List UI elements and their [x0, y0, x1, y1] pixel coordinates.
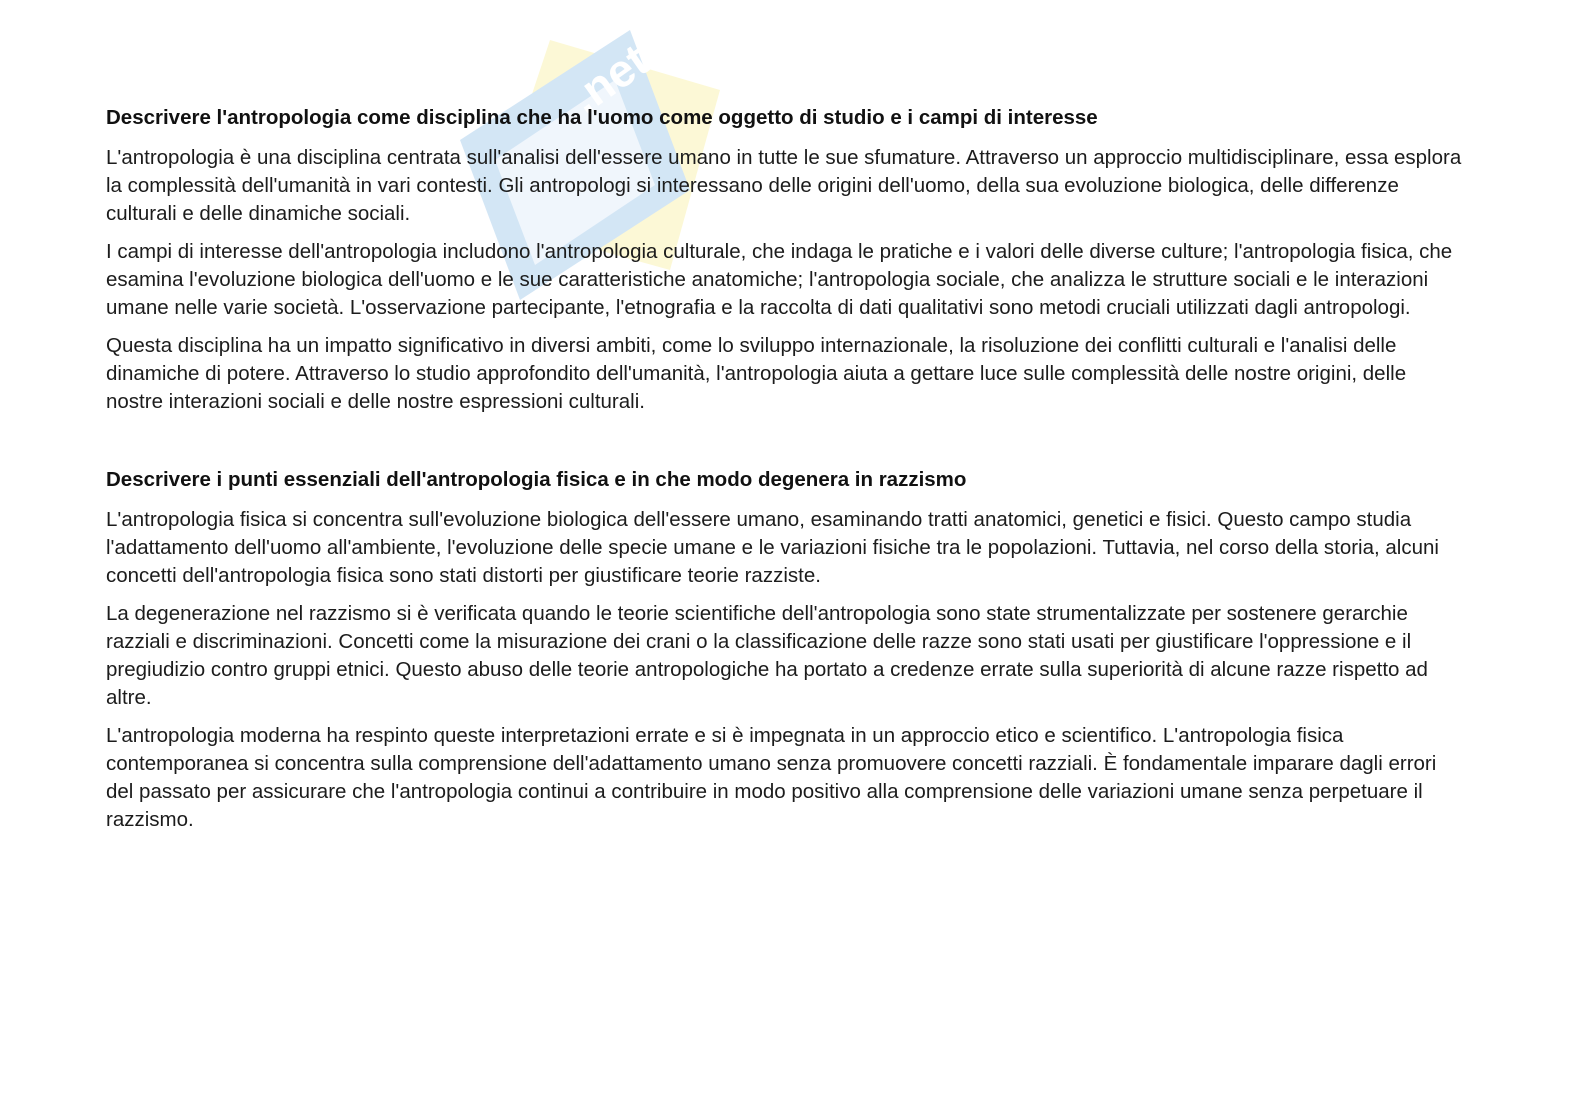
section-1-paragraph-1: L'antropologia è una disciplina centrata sull'analisi dell'essere umano in tutte le sue sfumature. Attraverso un approccio multidisciplinare, essa esplora la complessità dell'umanità in vari contesti. Gli antropologi si interessano delle origini dell'uomo, della sua evoluzione biologica, delle differenze culturali e delle dinamiche sociali. — [106, 146, 1462, 225]
section-2-paragraph-1: L'antropologia fisica si concentra sull'evoluzione biologica dell'essere umano, esaminando tratti anatomici, genetici e fisici. Questo campo studia l'adattamento dell'uomo all'ambiente, l'evoluzione delle specie umane e le variazioni fisiche tra le popolazioni. Tuttavia, nel corso della storia, alcuni concetti dell'antropologia fisica sono stati distorti per giustificare teorie razziste. — [106, 508, 1439, 587]
watermark-text: .net — [560, 33, 658, 124]
section-2 — [106, 466, 1468, 834]
section-1-paragraph-3: Questa disciplina ha un impatto significativo in diversi ambiti, come lo sviluppo internazionale, la risoluzione dei conflitti culturali e l'analisi delle dinamiche di potere. Attraverso lo studio approfondito dell'umanità, l'antropologia aiuta a gettare luce sulle complessità delle nostre origini, delle nostre interazioni sociali e delle nostre espressioni culturali. — [106, 334, 1407, 413]
section-2-paragraph-3: L'antropologia moderna ha respinto queste interpretazioni errate e si è impegnata in un approccio etico e scientifico. L'antropologia fisica contemporanea si concentra sulla comprensione dell'adattamento umano senza promuovere concetti razziali. È fondamentale imparare dagli errori del passato per assicurare che l'antropologia continui a contribuire in modo positivo alla comprensione delle variazioni umane senza perpetuare il razzismo. — [106, 724, 1437, 831]
section-1-heading: Descrivere l'antropologia come disciplina che ha l'uomo come oggetto di studio e i campi di interesse — [106, 106, 1098, 129]
section-2-heading: Descrivere i punti essenziali dell'antropologia fisica e in che modo degenera in razzismo — [106, 468, 967, 491]
section-1-paragraph-2: I campi di interesse dell'antropologia includono l'antropologia culturale, che indaga le pratiche e i valori delle diverse culture; l'antropologia fisica, che esamina l'evoluzione biologica dell'uomo e le sue caratteristiche anatomiche; l'antropologia sociale, che analizza le strutture sociali e le interazioni umane nelle varie società. L'osservazione partecipante, l'etnografia e la raccolta di dati qualitativi sono metodi cruciali utilizzati dagli antropologi. — [106, 240, 1453, 319]
section-2-paragraph-2: La degenerazione nel razzismo si è verificata quando le teorie scientifiche dell'antropologia sono state strumentalizzate per sostenere gerarchie razziali e discriminazioni. Concetti come la misurazione dei crani o la classificazione delle razze sono stati usati per giustificare l'oppressione e il pregiudizio contro gruppi etnici. Questo abuso delle teorie antropologiche ha portato a credenze errate sulla superiorità di alcune razze rispetto ad altre. — [106, 602, 1428, 709]
section-1 — [106, 104, 1468, 416]
document-page — [106, 104, 1468, 844]
